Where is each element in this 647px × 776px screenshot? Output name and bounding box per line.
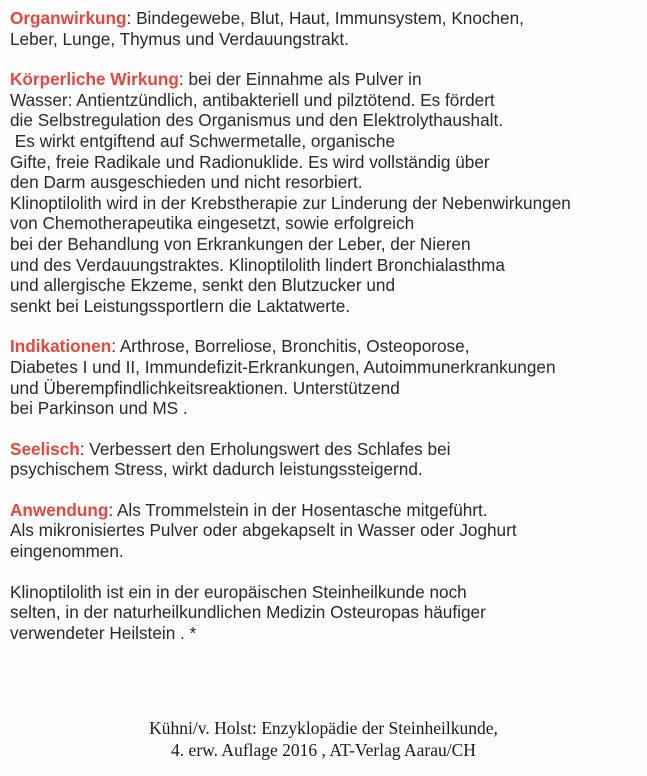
- section-text: bei der Behandlung von Erkrankungen der Leber, der Nieren: [10, 233, 471, 254]
- section-heading: Körperliche Wirkung: [10, 69, 179, 90]
- citation-line: Kühni/v. Holst: Enzyklopädie der Steinheilkunde,: [149, 718, 498, 738]
- section-text: die Selbstregulation des Organismus und den Elektrolythaushalt.: [10, 110, 503, 131]
- document-body: [10, 8, 640, 663]
- source-citation: [0, 717, 647, 761]
- section-text: Gifte, freie Radikale und Radionuklide. Es wird vollständig über: [10, 151, 490, 172]
- section-text: Es wirkt entgiftend auf Schwermetalle, organische: [10, 130, 395, 151]
- section-text: senkt bei Leistungssportlern die Laktatwerte.: [10, 295, 351, 316]
- section-seelisch: [10, 439, 640, 480]
- closing-text: selten, in der naturheilkundlichen Medizin Osteuropas häufiger: [10, 602, 486, 623]
- section-text: bei Parkinson und MS .: [10, 398, 188, 419]
- section-text: Leber, Lunge, Thymus und Verdauungstrakt.: [10, 28, 349, 49]
- section-text: den Darm ausgeschieden und nicht resorbiert.: [10, 172, 363, 193]
- section-text: : Als Trommelstein in der Hosentasche mitgeführt.: [108, 499, 488, 520]
- section-anwendung: [10, 500, 640, 562]
- section-text: und Überempfindlichkeitsreaktionen. Unterstützend: [10, 377, 400, 398]
- section-text: Diabetes I und II, Immundefizit-Erkrankungen, Autoimmunerkrankungen: [10, 356, 556, 377]
- section-heading: Seelisch: [10, 438, 80, 459]
- section-first-line: [10, 439, 640, 460]
- section-text: psychischem Stress, wirkt dadurch leistungssteigernd.: [10, 459, 423, 480]
- closing-text: verwendeter Heilstein . *: [10, 622, 197, 643]
- section-text: : Arthrose, Borreliose, Bronchitis, Osteoporose,: [111, 336, 470, 357]
- section-first-line: [10, 336, 640, 357]
- section-text: : Bindegewebe, Blut, Haut, Immunsystem, Knochen,: [126, 8, 524, 28]
- closing-text: Klinoptilolith ist ein in der europäischen Steinheilkunde noch: [10, 581, 467, 602]
- section-text: und allergische Ekzeme, senkt den Blutzucker und: [10, 275, 396, 296]
- section-organwirkung: [10, 8, 640, 49]
- closing-paragraph: [10, 582, 640, 644]
- section-text: von Chemotherapeutika eingesetzt, sowie erfolgreich: [10, 213, 415, 234]
- section-text: Als mikronisiertes Pulver oder abgekapselt in Wasser oder Joghurt: [10, 520, 517, 541]
- section-heading: Organwirkung: [10, 8, 127, 28]
- section-first-line: [10, 69, 640, 90]
- section-text: eingenommen.: [10, 541, 124, 562]
- section-heading: Anwendung: [10, 499, 109, 520]
- section-text: : bei der Einnahme als Pulver in: [178, 69, 422, 90]
- section-koerperliche-wirkung: [10, 69, 640, 316]
- section-text: : Verbessert den Erholungswert des Schlafes bei: [79, 438, 451, 459]
- citation-line: 4. erw. Auflage 2016 , AT-Verlag Aarau/CH: [171, 740, 476, 760]
- section-first-line: [10, 8, 640, 29]
- section-text: Wasser: Antientzündlich, antibakteriell und pilztötend. Es fördert: [10, 89, 495, 110]
- section-heading: Indikationen: [10, 336, 112, 357]
- section-text: und des Verdauungstraktes. Klinoptilolith lindert Bronchialasthma: [10, 254, 505, 275]
- section-first-line: [10, 500, 640, 521]
- section-text: Klinoptilolith wird in der Krebstherapie zur Linderung der Nebenwirkungen: [10, 192, 571, 213]
- section-indikationen: [10, 336, 640, 418]
